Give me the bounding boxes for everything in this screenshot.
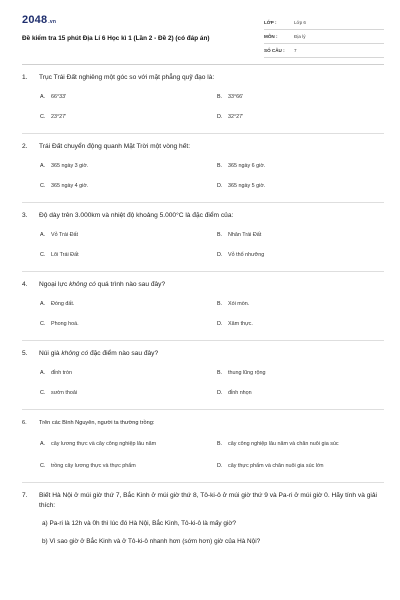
option-text: Đóng đất.	[51, 300, 75, 307]
answer-option-c[interactable]	[22, 389, 203, 398]
answer-option-a[interactable]	[22, 162, 203, 171]
question-text	[22, 65, 384, 87]
question-4	[22, 272, 384, 341]
answer-option-b[interactable]	[203, 369, 384, 378]
answer-option-b[interactable]	[203, 231, 384, 240]
question-3	[22, 203, 384, 272]
question-body: Trục Trái Đất nghiêng một góc so với mặt phẳng quỹ đạo là:	[39, 74, 215, 81]
answer-row	[22, 383, 384, 403]
quiz-meta	[264, 16, 384, 58]
site-logo[interactable]	[22, 14, 264, 29]
sub-question-a: a) Pa-ri là 12h và 0h thì lúc đó Hà Nội, Bắc Kinh, Tô-ki-ô là mấy giờ?	[42, 520, 237, 527]
answer-row	[22, 176, 384, 196]
question-number: 3.	[22, 212, 28, 219]
answer-option-d[interactable]	[203, 251, 384, 260]
question-text	[22, 134, 384, 156]
option-letter: C.	[40, 390, 46, 396]
option-letter: D.	[217, 252, 223, 258]
meta-class-row	[264, 16, 384, 30]
question-5	[22, 341, 384, 410]
option-letter: A.	[40, 370, 46, 376]
answer-option-b[interactable]	[203, 440, 384, 449]
question-body: Độ dày trên 3.000km và nhiệt độ khoảng 5.000°C là đặc điểm của:	[39, 212, 234, 219]
option-letter: A.	[40, 441, 46, 447]
option-letter: B.	[217, 232, 223, 238]
answer-option-c[interactable]	[22, 182, 203, 191]
option-text: cây lương thực và cây công nghiệp lâu năm	[51, 440, 157, 447]
option-text: Phong hoá.	[51, 320, 79, 327]
question-2	[22, 134, 384, 203]
option-letter: C.	[40, 252, 46, 258]
option-letter: C.	[40, 321, 46, 327]
answer-option-b[interactable]	[203, 93, 384, 102]
option-text: 365 ngày 5 giờ.	[228, 182, 266, 189]
answer-option-d[interactable]	[203, 113, 384, 122]
option-letter: D.	[217, 114, 223, 120]
option-text: Xói mòn.	[228, 300, 250, 307]
option-letter: C.	[40, 463, 46, 469]
meta-count-value: 7	[294, 48, 297, 53]
option-text: Xâm thực.	[228, 320, 253, 327]
answer-option-d[interactable]	[203, 462, 384, 471]
option-letter: D.	[217, 463, 223, 469]
option-text: đỉnh tròn	[51, 369, 72, 376]
question-number: 1.	[22, 74, 28, 81]
option-text: 66°33'	[51, 93, 67, 100]
question-number: 2.	[22, 143, 28, 150]
option-text: 33°66'	[228, 93, 244, 100]
question-7	[22, 483, 384, 553]
option-letter: B.	[217, 441, 223, 447]
option-text: Lõi Trái Đất	[51, 251, 79, 258]
option-text: 365 ngày 4 giờ.	[51, 182, 89, 189]
logo-domain: .vn	[48, 19, 57, 25]
meta-subject-label: MÔN :	[264, 34, 278, 39]
meta-count-row	[264, 44, 384, 58]
option-text: đỉnh nhọn	[228, 389, 252, 396]
option-text: Vỏ thổ nhưỡng	[228, 251, 265, 258]
answer-option-c[interactable]	[22, 251, 203, 260]
option-letter: D.	[217, 183, 223, 189]
quiz-title: Đề kiểm tra 15 phút Địa Lí 6 Học kì 1 (Lần 2 - Đề 2) (có đáp án)	[22, 35, 210, 42]
question-text	[22, 272, 384, 294]
question-text-before: Ngoại lực	[39, 281, 70, 288]
question-number: 6.	[22, 420, 27, 426]
option-text: sườn thoải	[51, 389, 78, 396]
answer-option-a[interactable]	[22, 300, 203, 309]
question-1	[22, 65, 384, 134]
question-body: Trên các Bình Nguyên, người ta thường trồng:	[39, 420, 155, 426]
option-text: cây thực phẩm và chăn nuôi gia súc lớn	[228, 462, 324, 469]
option-text: 365 ngày 6 giờ.	[228, 162, 266, 169]
option-letter: B.	[217, 94, 223, 100]
meta-subject-row	[264, 30, 384, 44]
logo-number: 2048	[22, 14, 48, 26]
meta-class-label: LỚP :	[264, 20, 277, 25]
option-letter: A.	[40, 232, 46, 238]
answer-option-a[interactable]	[22, 369, 203, 378]
sub-question-b: b) Vì sao giờ ở Bắc Kinh và ở Tô-ki-ô nhanh hơn (sớm hơn) giờ của Hà Nội?	[42, 538, 261, 545]
option-text: Vỏ Trái Đất	[51, 231, 78, 238]
meta-class-value: Lớp 6	[294, 20, 306, 25]
question-text	[22, 341, 384, 363]
question-number: 5.	[22, 350, 28, 357]
option-letter: B.	[217, 370, 223, 376]
answer-option-a[interactable]	[22, 93, 203, 102]
question-text-emphasis: không có	[69, 281, 96, 288]
answer-row	[22, 456, 384, 476]
answer-option-a[interactable]	[22, 440, 203, 449]
option-text: 23°27'	[51, 113, 67, 120]
option-text: 365 ngày 3 giờ.	[51, 162, 89, 169]
option-letter: C.	[40, 114, 46, 120]
question-text	[22, 483, 384, 515]
question-text-after: quá trình nào sau đây?	[95, 281, 166, 288]
question-text-after: đặc điểm nào sau đây?	[88, 350, 159, 357]
question-number: 4.	[22, 281, 28, 288]
question-number: 7.	[22, 492, 28, 499]
answer-option-b[interactable]	[203, 300, 384, 309]
answer-option-c[interactable]	[22, 320, 203, 329]
option-letter: C.	[40, 183, 46, 189]
answer-row	[22, 294, 384, 314]
header-left	[22, 14, 264, 44]
answer-row	[22, 363, 384, 383]
answer-row	[22, 314, 384, 334]
option-letter: A.	[40, 163, 46, 169]
question-body: Biết Hà Nội ở múi giờ thứ 7, Bắc Kinh ở múi giờ thứ 8, Tô-ki-ô ở múi giờ thứ 9 và Pa-ri ở múi giờ 0. Hãy tính và giải thích:	[39, 492, 377, 509]
question-text-before: Núi già	[39, 350, 62, 357]
option-letter: B.	[217, 163, 223, 169]
option-text: 32°27'	[228, 113, 244, 120]
option-letter: A.	[40, 94, 46, 100]
answer-option-d[interactable]	[203, 182, 384, 191]
question-text	[22, 410, 384, 432]
question-6	[22, 410, 384, 483]
option-letter: A.	[40, 301, 46, 307]
answer-row	[22, 432, 384, 456]
option-text: cây công nghiệp lâu năm và chăn nuôi gia súc	[228, 440, 339, 447]
option-letter: D.	[217, 321, 223, 327]
answer-row	[22, 156, 384, 176]
meta-subject-value: Địa lý	[294, 34, 306, 39]
meta-count-label: SỐ CÂU :	[264, 48, 285, 53]
question-body	[39, 349, 384, 359]
answer-row	[22, 245, 384, 265]
option-text: Nhân Trái Đất	[228, 231, 262, 238]
question-body: Trái Đất chuyển động quanh Mặt Trời một vòng hết:	[39, 143, 191, 150]
question-text-emphasis: không có	[61, 350, 89, 357]
answer-option-d[interactable]	[203, 320, 384, 329]
answer-option-a[interactable]	[22, 231, 203, 240]
option-letter: B.	[217, 301, 223, 307]
answer-option-b[interactable]	[203, 162, 384, 171]
option-letter: D.	[217, 390, 223, 396]
option-text: thung lũng rộng	[228, 369, 266, 376]
quiz-header	[22, 14, 384, 58]
answer-row	[22, 225, 384, 245]
question-text	[22, 203, 384, 225]
answer-option-c[interactable]	[22, 462, 203, 471]
answer-row	[22, 107, 384, 127]
question-body	[39, 280, 384, 290]
answer-option-c[interactable]	[22, 113, 203, 122]
answer-row	[22, 87, 384, 107]
option-text: trồng cây lương thực và thực phẩm	[51, 462, 136, 469]
answer-option-d[interactable]	[203, 389, 384, 398]
